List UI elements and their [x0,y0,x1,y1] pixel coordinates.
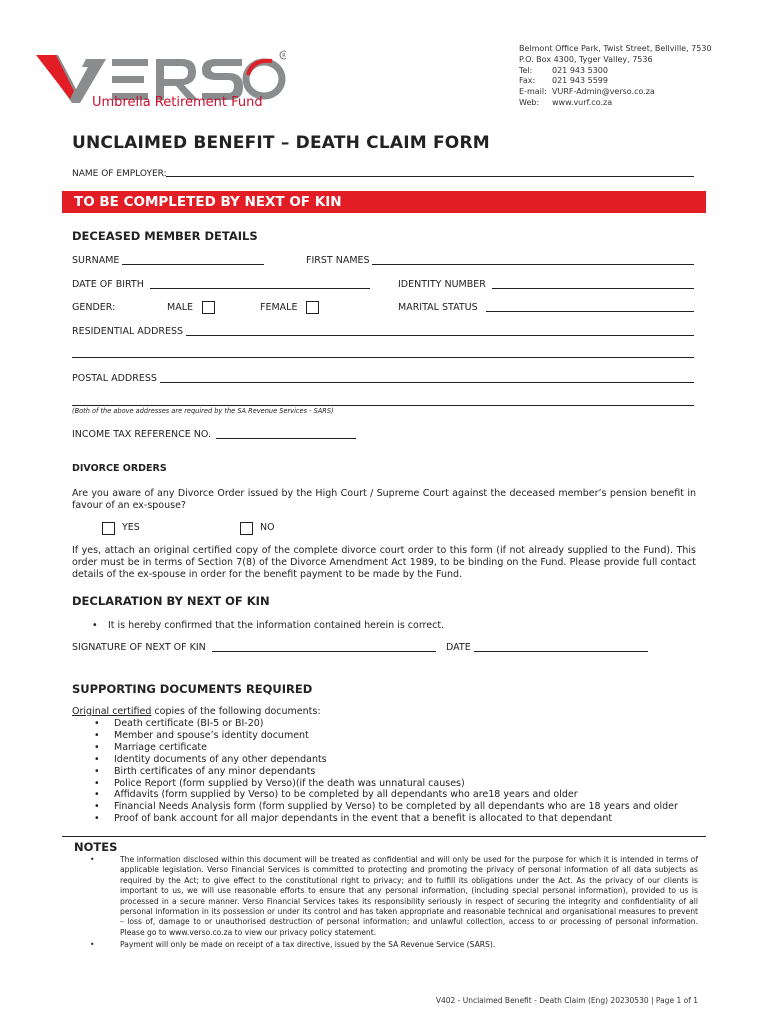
contact-email [519,87,712,98]
divorce-instructions: If yes, attach an original certified copy of the complete divorce court order to this form (if not already supplied to the Fund). This order must be in terms of Section 7(8) of the Divorce Amendment Act 1989, to be binding on the Fund. Please provide full contact details of the ex-spouse in order for the benefit payment to be made by the Fund. [72,545,696,580]
dob-field[interactable] [150,288,370,289]
contact-value: www.vurf.co.za [552,97,613,107]
male-checkbox[interactable] [202,301,215,314]
declaration-heading: DECLARATION BY NEXT OF KIN [72,594,270,608]
residential-field[interactable] [186,335,694,336]
postal-label: POSTAL ADDRESS [72,373,157,384]
marital-field[interactable] [486,311,694,312]
contact-web [519,98,712,109]
contact-value: 021 943 5300 [552,65,608,75]
form-title: UNCLAIMED BENEFIT – DEATH CLAIM FORM [72,133,490,153]
contact-label: Fax: [519,76,536,86]
deceased-heading: DECEASED MEMBER DETAILS [72,229,258,243]
section-banner: TO BE COMPLETED BY NEXT OF KIN [62,191,706,213]
address-note: (Both of the above addresses are required by the SA Revenue Services - SARS) [72,407,334,415]
contact-label: Web: [519,97,540,107]
yes-label: YES [122,522,140,533]
list-item: • The information disclosed within this document will be treated as confidential and will only be used for the purpose for which it is intended in terms of applicable legislation. Verso Financial Services is committed to protecting and promoting the privacy of personal information of all data subjects as required by the Act; to give effect to the constitutional right to privacy; and to fulfill its obligations under the Act. As the privacy of our clients is important to us, we will use reasonable efforts to ensure that any personal information, (including special personal information), provided to us is processed in a secure manner. Verso Financial Services takes its responsibility seriously in respect of securing the integrity and confidentiality of all personal information in its possession or under its control and has taken appropriate and reasonable technical and organisational measures to prevent – loss of, damage to or unauthorised destruction of personal information; and unlawful collection, access to or processing of personal information. Please go to www.verso.co.za to view our privacy policy statement. [72,855,698,938]
contact-value: VURF-Admin@verso.co.za [552,87,655,97]
list-item: • Marriage certificate [88,742,708,754]
contact-label: E-mail: [519,87,547,97]
supporting-intro-underlined: Original certified [72,706,152,717]
fund-name: Umbrella Retirement Fund [92,95,263,110]
employer-field[interactable] [166,176,694,177]
surname-label: SURNAME [72,255,120,266]
list-item: • Payment will only be made on receipt of a tax directive, issued by the SA Revenue Service (SARS). [72,940,698,950]
no-checkbox[interactable] [240,522,253,535]
list-item: • Financial Needs Analysis form (form supplied by Verso) to be completed by all dependants who are 18 years and older [88,801,708,813]
contact-value: P.O. Box 4300, Tyger Valley, 7536 [519,54,653,64]
yes-checkbox[interactable] [102,522,115,535]
supporting-intro-rest: copies of the following documents: [151,706,321,717]
svg-text:R: R [282,53,286,59]
list-item: • Police Report (form supplied by Verso)(if the death was unnatural causes) [88,778,708,790]
notes-list [72,855,698,951]
postal-field-line2[interactable] [72,405,694,406]
dob-label: DATE OF BIRTH [72,279,144,290]
declaration-statement: It is hereby confirmed that the information contained herein is correct. [108,620,445,631]
contact-tel [519,66,712,77]
supporting-intro [72,706,321,717]
contact-value: 021 943 5599 [552,76,608,86]
divorce-question: Are you aware of any Divorce Order issued by the High Court / Supreme Court against the deceased member’s pension benefit in favour of an ex-spouse? [72,488,696,511]
supporting-heading: SUPPORTING DOCUMENTS REQUIRED [72,682,313,696]
id-number-label: IDENTITY NUMBER [398,279,486,290]
contact-fax [519,76,712,87]
residential-label: RESIDENTIAL ADDRESS [72,326,184,337]
signature-field[interactable] [212,651,436,652]
surname-field[interactable] [122,264,264,265]
signature-label: SIGNATURE OF NEXT OF KIN [72,642,206,653]
postal-field[interactable] [160,382,694,383]
marital-label: MARITAL STATUS [398,302,478,313]
tax-ref-field[interactable] [216,438,356,439]
no-label: NO [260,522,275,533]
list-item: • Affidavits (form supplied by Verso) to be completed by all dependants who are18 years and older [88,789,708,801]
list-item: • Proof of bank account for all major dependants in the event that a benefit is allocated to that dependant [88,813,708,825]
date-field[interactable] [474,651,648,652]
employer-label: NAME OF EMPLOYER: [72,169,167,179]
notes-heading: NOTES [74,840,118,854]
female-checkbox[interactable] [306,301,319,314]
tax-ref-label: INCOME TAX REFERENCE NO. [72,429,211,440]
declaration-bullet: • [92,620,98,631]
contact-pobox [519,55,712,66]
list-item: • Death certificate (BI-5 or BI-20) [88,718,708,730]
residential-field-line2[interactable] [72,357,694,358]
female-label: FEMALE [260,302,298,313]
footer: V402 - Unclaimed Benefit - Death Claim (Eng) 20230530 | Page 1 of 1 [435,996,698,1005]
gender-label: GENDER: [72,302,116,313]
supporting-list [88,718,708,825]
list-item: • Identity documents of any other dependants [88,754,708,766]
first-names-field[interactable] [372,264,694,265]
divorce-heading: DIVORCE ORDERS [72,463,167,474]
contact-block [519,44,712,109]
contact-value: Belmont Office Park, Twist Street, Bellville, 7530 [519,44,712,53]
male-label: MALE [167,302,193,313]
date-label: DATE [446,642,471,653]
notes-divider [62,836,706,837]
first-names-label: FIRST NAMES [306,255,370,266]
list-item: • Member and spouse’s identity document [88,730,708,742]
id-number-field[interactable] [492,288,694,289]
list-item: • Birth certificates of any minor dependants [88,766,708,778]
contact-label: Tel: [519,65,533,75]
contact-address [519,44,712,55]
